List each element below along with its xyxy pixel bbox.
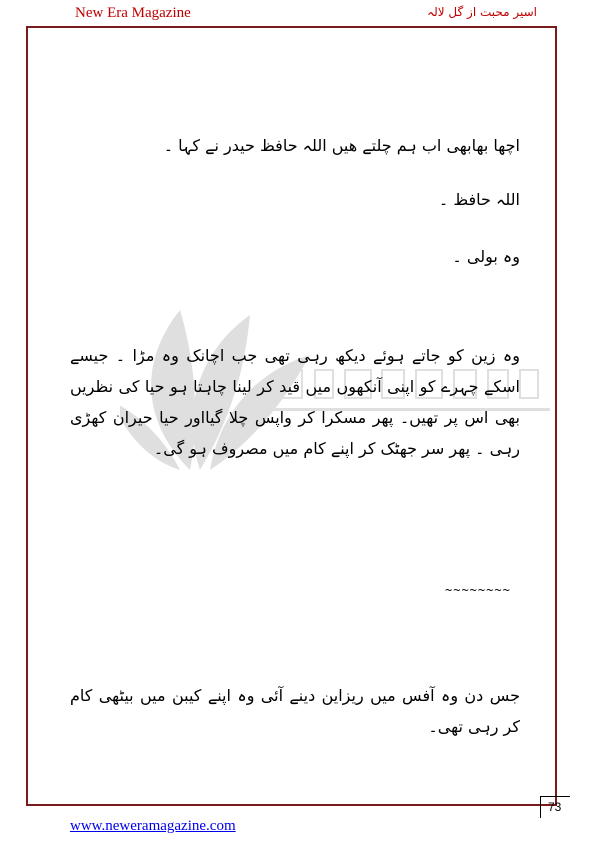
novel-title: اسیر محبت از گل لالہ [427,5,537,19]
page-number: 73 [548,800,562,814]
paragraph-3: وہ بولی ۔ [452,247,520,266]
magazine-name: New Era Magazine [75,5,191,21]
paragraph-5: جس دن وہ آفس میں ریزاین دینے آئی وہ اپنے کیبن میں بیٹھی کام کر رہی تھی۔ [70,686,520,736]
paragraph-1: اچھا بھابھی اب ہم چلتے ھیں اللہ حافظ حیدر نے کہا ۔ [163,136,520,155]
section-divider: ~~~~~~~~ [445,583,511,597]
paragraph-2: اللہ حافظ ۔ [438,190,520,209]
paragraph-4: وہ زین کو جاتے ہوئے دیکھ رہی تھی جب اچانک وہ مڑا ۔ جیسے اسکے چہرے کو اپنی آنکھوں میں قید کر لینا چاہتا ہو حیا کی نظریں بھی اس پر تھیں۔ پھر مسکرا کر واپس چلا گیااور حیا حیران کھڑی رہی ۔ پھر سر جھٹک کر اپنے کام میں مصروف ہو گی۔ [70,346,520,458]
website-link[interactable]: www.neweramagazine.com [70,818,236,834]
